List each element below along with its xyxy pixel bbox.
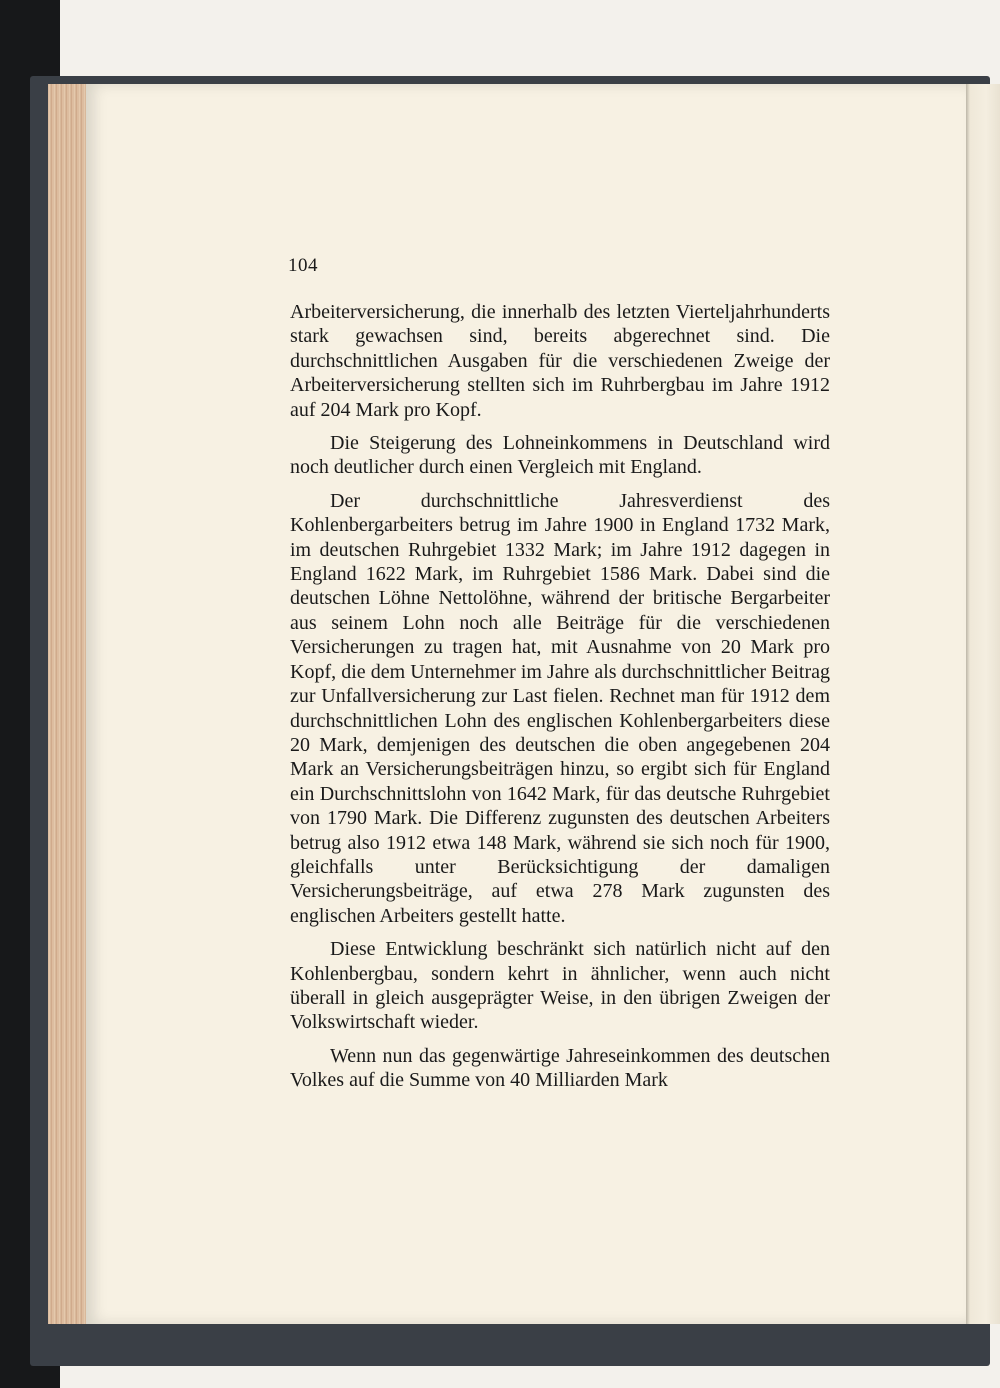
body-text xyxy=(290,300,830,1093)
paragraph-2: Die Steigerung des Lohneinkommens in Deutschland wird noch deutlicher durch einen Vergleich mit England. xyxy=(290,432,830,479)
paragraph-4: Diese Entwicklung beschränkt sich natürlich nicht auf den Kohlenbergbau, sondern kehrt in ähnlicher, wenn auch nicht überall in gleich ausgeprägter Weise, in den übrigen Zweigen der Volkswirtschaft wieder. xyxy=(290,938,830,1034)
page-number: 104 xyxy=(288,255,318,276)
paragraph-3: Der durchschnittliche Jahresverdienst des Kohlenbergarbeiters betrug im Jahre 1900 in England 1732 Mark, im deutschen Ruhrgebiet 1332 Mark; im Jahre 1912 dagegen in England 1622 Mark, im Ruhrgebiet 1586 Mark. Dabei sind die deutschen Löhne Nettolöhne, während der britische Bergarbeiter aus seinem Lohn noch alle Beiträge für die verschiedenen Versicherungen zu tragen hat, mit Ausnahme von 20 Mark pro Kopf, die dem Unternehmer im Jahre als durchschnittlicher Beitrag zur Unfallversicherung zur Last fielen. Rechnet man für 1912 dem durchschnittlichen Lohn des englischen Kohlenbergarbeiters diese 20 Mark, demjenigen des deutschen die oben angegebenen 204 Mark an Versicherungsbeiträgen hinzu, so ergibt sich für England ein Durchschnittslohn von 1642 Mark, für das deutsche Ruhrgebiet von 1790 Mark. Die Differenz zugunsten des deutschen Arbeiters betrug also 1912 etwa 148 Mark, während sie sich noch für 1900, gleichfalls unter Berücksichtigung der damaligen Versicherungsbeiträge, auf etwa 278 Mark zugunsten des englischen Arbeiters gestellt hatte. xyxy=(290,489,830,927)
page-gutter xyxy=(966,84,1000,1324)
paragraph-1: Arbeiterversicherung, die innerhalb des letzten Vierteljahrhunderts stark gewachsen sind, bereits abgerechnet sind. Die durchschnittlichen Ausgaben für die verschiedenen Zweige der Arbeiterversicherung stellten sich im Ruhrbergbau im Jahre 1912 auf 204 Mark pro Kopf. xyxy=(290,301,830,421)
paragraph-5: Wenn nun das gegenwärtige Jahreseinkommen des deutschen Volkes auf die Summe von 40 Milliarden Mark xyxy=(290,1044,830,1092)
